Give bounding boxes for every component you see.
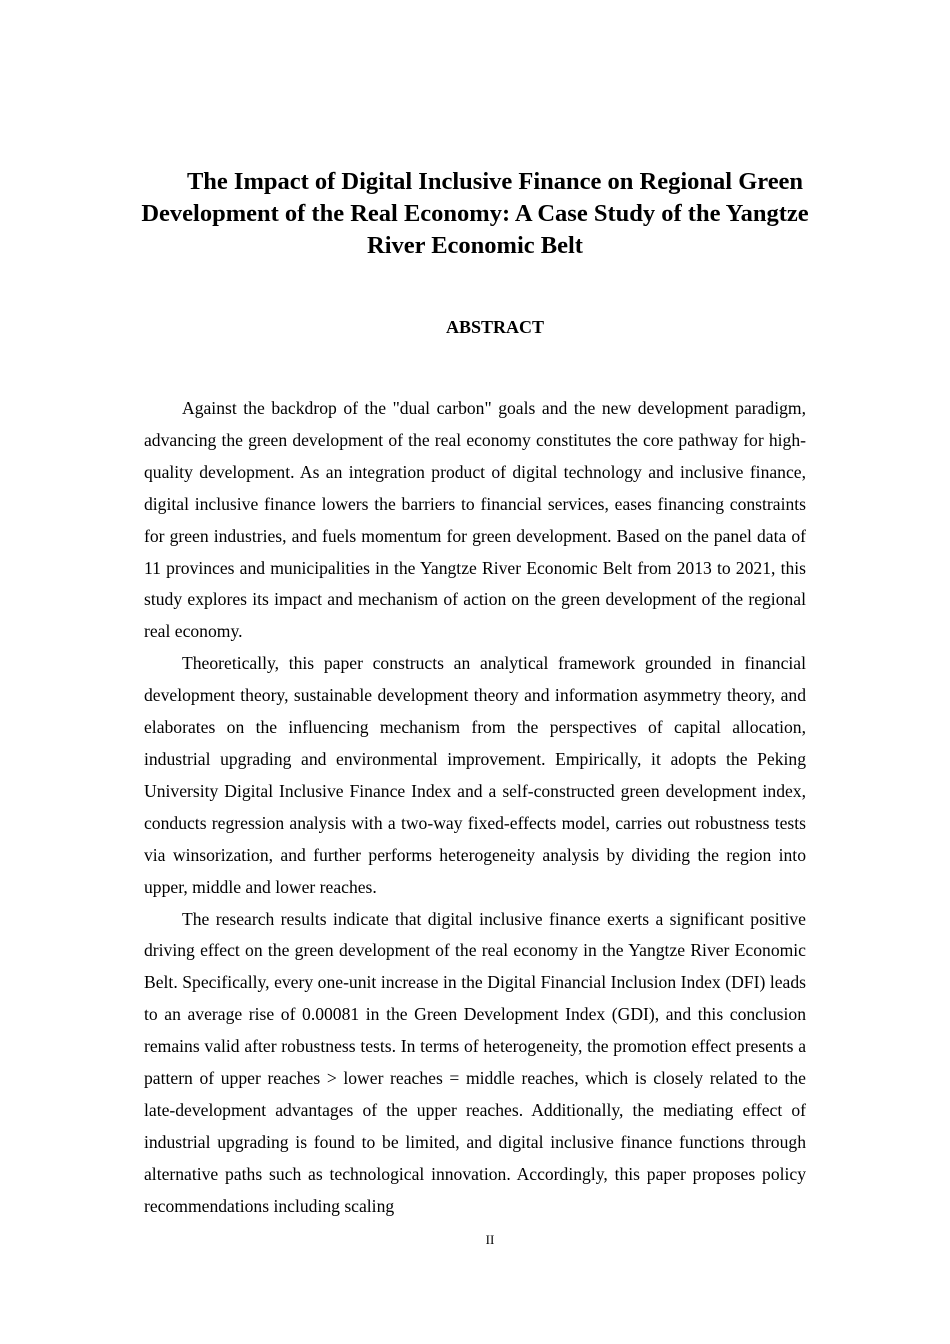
page-number: II — [485, 1232, 495, 1247]
abstract-heading: ABSTRACT — [445, 317, 545, 337]
abstract-body — [144, 393, 806, 1223]
abstract-paragraph-1: Against the backdrop of the "dual carbon" goals and the new development paradigm, advancing the green development of the real economy constitutes the core pathway for high-quality development. As an integration product of digital technology and inclusive finance, digital inclusive finance lowers the barriers to financial services, eases financing constraints for green industries, and fuels momentum for green development. Based on the panel data of 11 provinces and municipalities in the Yangtze River Economic Belt from 2013 to 2021, this study explores its impact and mechanism of action on the green development of the regional real economy. — [144, 398, 806, 642]
paper-title: The Impact of Digital Inclusive Finance on Regional Green Development of the Real Economy: A Case Study of the Yangtze River Economic Belt — [141, 168, 809, 259]
abstract-paragraph-3: The research results indicate that digital inclusive finance exerts a significant positive driving effect on the green development of the real economy in the Yangtze River Economic Belt. Specifically, every one-unit increase in the Digital Financial Inclusion Index (DFI) leads to an average rise of 0.00081 in the Green Development Index (GDI), and this conclusion remains valid after robustness tests. In terms of heterogeneity, the promotion effect presents a pattern of upper reaches > lower reaches = middle reaches, which is closely related to the late-development advantages of the upper reaches. Additionally, the mediating effect of industrial upgrading is found to be limited, and digital inclusive finance functions through alternative paths such as technological innovation. Accordingly, this paper proposes policy recommendations including scaling — [144, 908, 806, 1216]
abstract-paragraph-2: Theoretically, this paper constructs an analytical framework grounded in financial development theory, sustainable development theory and information asymmetry theory, and elaborates on the influencing mechanism from the perspectives of capital allocation, industrial upgrading and environmental improvement. Empirically, it adopts the Peking University Digital Inclusive Finance Index and a self-constructed green development index, conducts regression analysis with a two-way fixed-effects model, carries out robustness tests via winsorization, and further performs heterogeneity analysis by dividing the region into upper, middle and lower reaches. — [144, 653, 806, 897]
